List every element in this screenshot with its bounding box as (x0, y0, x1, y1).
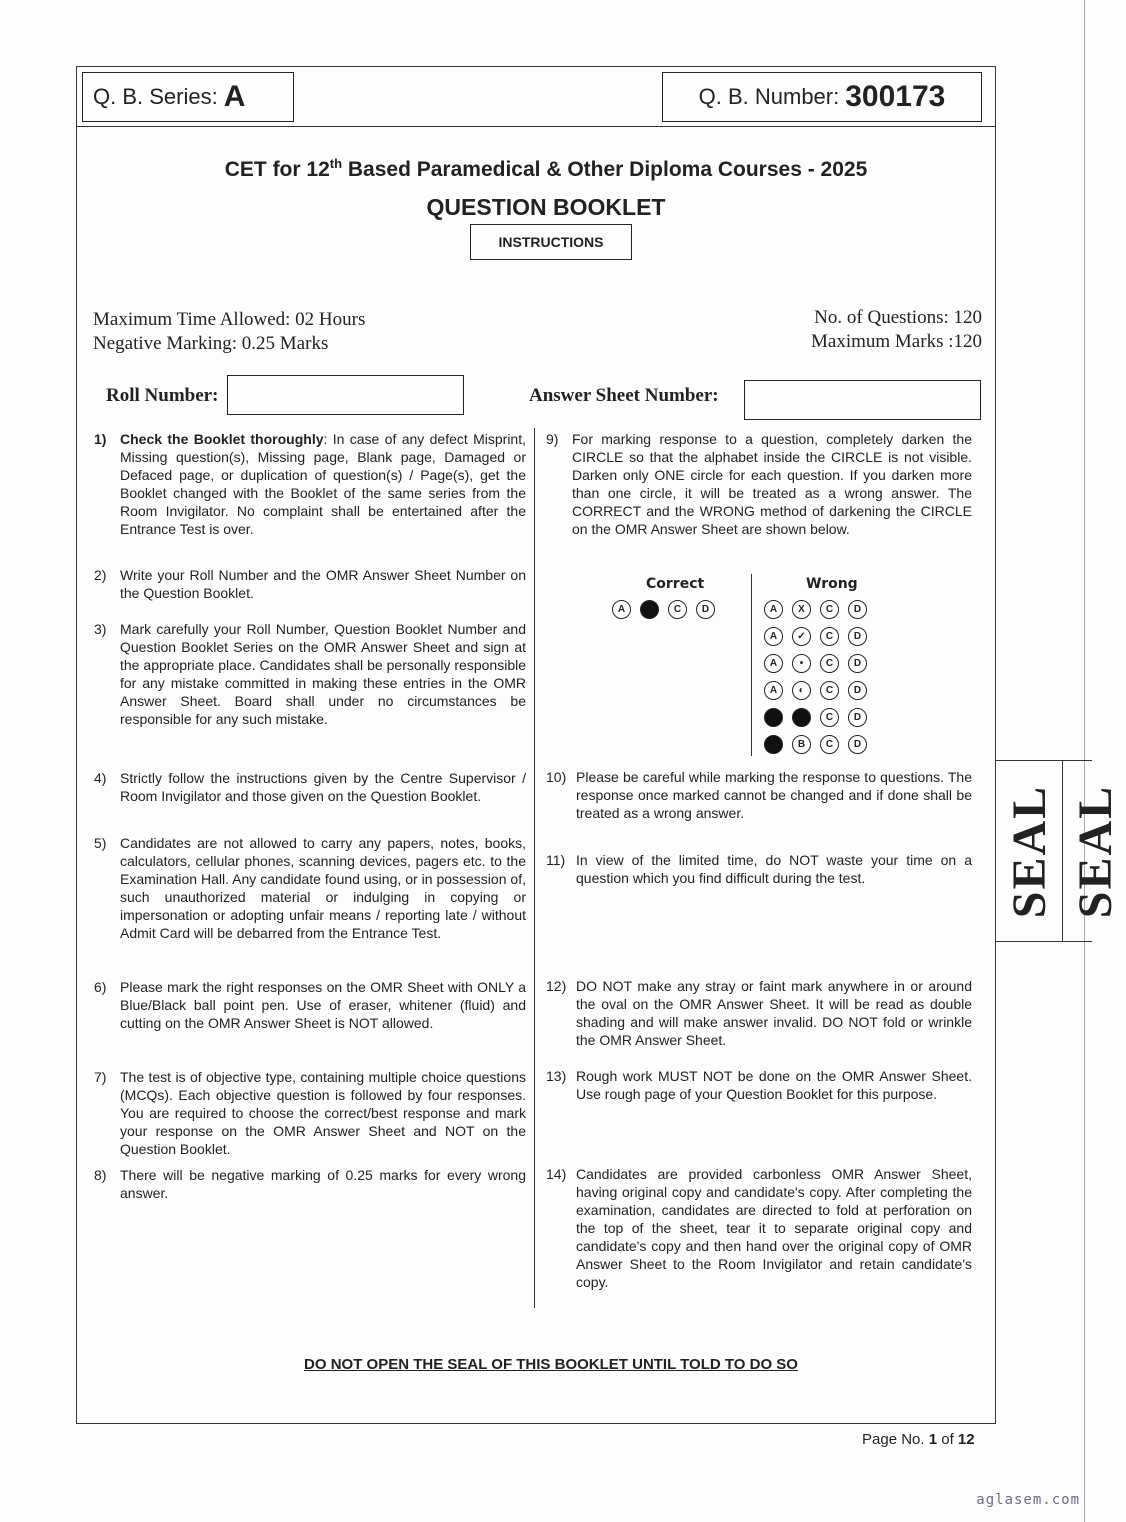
omr-wrong-3-bubble-4: D (848, 654, 867, 673)
max-time: Maximum Time Allowed: 02 Hours (93, 309, 366, 330)
instruction-9: 9) For marking response to a question, completely darken the CIRCLE so that the alphabet inside the CIRCLE is not visible. Darken only ONE circle for each question. If you darken more than one circle, it will be treated as a wrong answer. The CORRECT and the WRONG method of darkening the CIRCLE on the OMR Answer Sheet are shown below. (546, 431, 972, 537)
omr-wrong-2-bubble-3: C (820, 627, 839, 646)
negative-marking: Negative Marking: 0.25 Marks (93, 333, 329, 354)
omr-wrong-4-bubble-3: C (820, 681, 839, 700)
number-value: 300173 (845, 80, 946, 113)
omr-wrong-5-bubble-2 (792, 708, 811, 727)
number-box (662, 72, 982, 122)
omr-wrong-1-bubble-1: A (764, 600, 783, 619)
exam-title: CET for 12th Based Paramedical & Other Diploma Courses - 2025 (224, 156, 868, 181)
omr-wrong-6-bubble-3: C (820, 735, 839, 754)
question-count: No. of Questions: 120 (814, 307, 982, 328)
max-marks: Maximum Marks :120 (811, 331, 982, 352)
seal-cut-line (1062, 761, 1063, 941)
omr-wrong-6-bubble-1 (764, 735, 783, 754)
omr-wrong-2-bubble-4: D (848, 627, 867, 646)
seal-label-partial: SEAL (1069, 784, 1123, 918)
omr-wrong-4-bubble-1: A (764, 681, 783, 700)
seal-label: SEAL (1003, 784, 1057, 918)
omr-correct-bubble-3: C (668, 600, 687, 619)
omr-wrong-3-bubble-1: A (764, 654, 783, 673)
instruction-2: 2) Write your Roll Number and the OMR Answer Sheet Number on the Question Booklet. (94, 567, 526, 601)
series-label: Q. B. Series: (93, 84, 218, 109)
omr-wrong-2-bubble-1: A (764, 627, 783, 646)
instructions-label: INSTRUCTIONS (470, 224, 632, 260)
roll-number-field[interactable] (227, 375, 464, 415)
seal-strip (996, 760, 1123, 942)
page-number: Page No. 1 of 12 (862, 1431, 975, 1448)
instruction-11: 11) In view of the limited time, do NOT waste your time on a question which you find difficult during the test. (546, 852, 972, 886)
meta-left (93, 308, 365, 356)
column-divider (534, 428, 535, 1308)
instruction-1: 1) Check the Booklet thoroughly: In case of any defect Misprint, Missing question(s), Missing page, Blank page, Damaged or Defaced page, or duplication of question(s) / Page(s), get the Booklet changed with the Booklet of the same series from the Room Invigilator. No complaint shall be entertained after the Entrance Test is over. (94, 431, 526, 537)
omr-wrong-5-bubble-4: D (848, 708, 867, 727)
instruction-3: 3) Mark carefully your Roll Number, Question Booklet Number and Question Booklet Series on the OMR Answer Sheet and sign at the appropriate place. Candidates shall be personally responsible for any mistake committed in making these entries in the OMR Answer Sheet. Board shall under no circumstances be responsible for any such mistake. (94, 621, 526, 727)
instruction-5: 5) Candidates are not allowed to carry any papers, notes, books, calculators, cellular phones, scanning devices, pagers etc. to the Examination Hall. Any candidate found using, or in possession of, such unauthorized material or indulging in copying or impersonation or adopting unfair means / reporting late / without Admit Card will be debarred from the Entrance Test. (94, 835, 526, 941)
seal-warning: DO NOT OPEN THE SEAL OF THIS BOOKLET UNTIL TOLD TO DO SO (304, 1356, 798, 1373)
omr-wrong-4-bubble-4: D (848, 681, 867, 700)
omr-correct-bubble-1: A (612, 600, 631, 619)
omr-wrong-1-bubble-3: C (820, 600, 839, 619)
omr-wrong-5-bubble-1 (764, 708, 783, 727)
header-divider (76, 126, 996, 127)
omr-correct-bubble-4: D (696, 600, 715, 619)
instruction-8: 8) There will be negative marking of 0.25 marks for every wrong answer. (94, 1167, 526, 1201)
omr-wrong-3-bubble-2: • (792, 654, 811, 673)
omr-wrong-1-bubble-2: X (792, 600, 811, 619)
instruction-6: 6) Please mark the right responses on the OMR Sheet with ONLY a Blue/Black ball point pen. Use of eraser, whitener (fluid) and cutting on the OMR Answer Sheet is NOT allowed. (94, 979, 526, 1031)
omr-wrong-1-bubble-4: D (848, 600, 867, 619)
number-label: Q. B. Number: (698, 84, 840, 109)
omr-wrong-3-bubble-3: C (820, 654, 839, 673)
omr-wrong-6-bubble-2: B (792, 735, 811, 754)
omr-wrong-5-bubble-3: C (820, 708, 839, 727)
booklet-subtitle: QUESTION BOOKLET (426, 194, 666, 220)
roll-number-label: Roll Number: (106, 385, 219, 406)
answer-sheet-label: Answer Sheet Number: (529, 385, 719, 406)
answer-sheet-field[interactable] (744, 380, 981, 420)
omr-correct-label: Correct (646, 576, 705, 592)
omr-correct-bubble-2 (640, 600, 659, 619)
instruction-4: 4) Strictly follow the instructions given by the Centre Supervisor / Room Invigilator and those given on the Question Booklet. (94, 770, 526, 804)
omr-example (610, 574, 900, 758)
instruction-10: 10) Please be careful while marking the response to questions. The response once marked cannot be changed and if done shall be treated as a wrong answer. (546, 769, 972, 821)
omr-wrong-label: Wrong (806, 576, 858, 592)
instruction-12: 12) DO NOT make any stray or faint mark anywhere in or around the oval on the OMR Answer Sheet. It will be read as double shading and will make answer invalid. DO NOT fold or wrinkle the OMR Answer Sheet. (546, 978, 972, 1048)
instruction-7: 7) The test is of objective type, containing multiple choice questions (MCQs). Each objective question is followed by four responses. You are required to choose the correct/best response and mark your response on the OMR Answer Sheet and NOT on the Question Booklet. (94, 1069, 526, 1157)
series-box (82, 72, 294, 122)
instruction-13: 13) Rough work MUST NOT be done on the OMR Answer Sheet. Use rough page of your Question Booklet for this purpose. (546, 1068, 972, 1102)
meta-right (811, 306, 982, 354)
series-value: A (223, 80, 246, 113)
instruction-14: 14) Candidates are provided carbonless OMR Answer Sheet, having original copy and candidate's copy. After completing the examination, candidates are directed to fold at perforation on the top of the sheet, tear it to separate original copy and candidate's copy and then hand over the original copy of OMR Answer Sheet to the Room Invigilator and retain candidate's copy. (546, 1166, 972, 1290)
watermark: aglasem.com (976, 1492, 1080, 1508)
omr-wrong-4-bubble-2: ◐ (792, 681, 811, 700)
omr-divider (751, 574, 752, 756)
omr-wrong-6-bubble-4: D (848, 735, 867, 754)
omr-wrong-2-bubble-2: ✓ (792, 627, 811, 646)
